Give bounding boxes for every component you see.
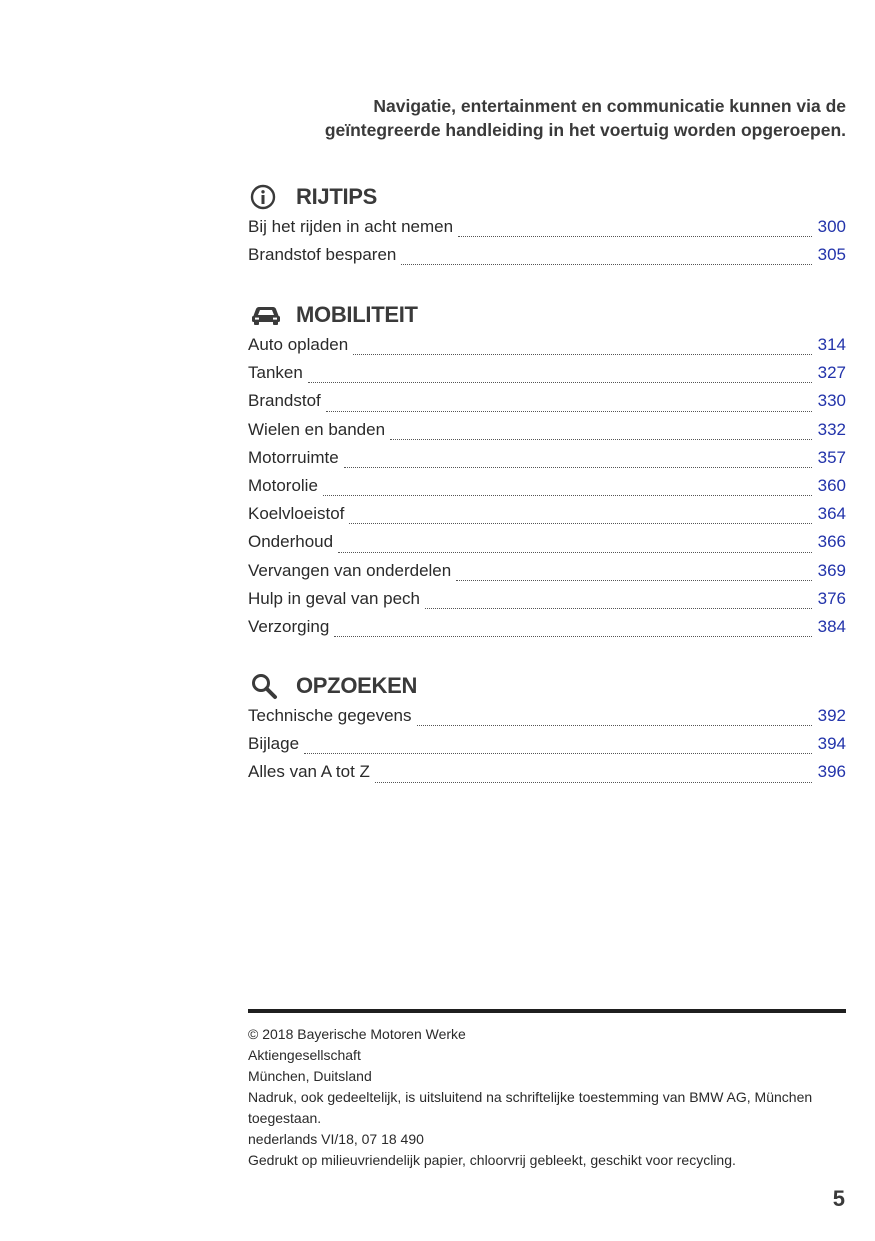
toc-entry-label[interactable]: Bijlage	[248, 734, 300, 754]
toc-entry-label[interactable]: Koelvloeistof	[248, 504, 345, 524]
toc-entry-label[interactable]: Bij het rijden in acht nemen	[248, 217, 454, 236]
intro-line: geïntegreerde handleiding in het voertuig worden opgeroepen.	[324, 120, 846, 140]
toc-list	[248, 217, 846, 273]
toc-entry[interactable]	[248, 363, 846, 391]
dot-leader	[304, 752, 812, 754]
toc-entry-page[interactable]: 357	[817, 447, 846, 467]
intro-text	[248, 94, 846, 142]
toc-entry-label[interactable]: Motorolie	[248, 475, 318, 495]
imprint	[248, 1024, 846, 1171]
imprint-line: © 2018 Bayerische Motoren Werke	[248, 1026, 466, 1042]
dot-leader	[417, 724, 812, 726]
toc-list	[248, 335, 846, 645]
toc-entry-page[interactable]: 364	[817, 504, 846, 524]
toc-entry-page[interactable]: 332	[817, 419, 846, 439]
dot-leader	[326, 410, 812, 412]
section-header	[248, 670, 846, 702]
imprint-line: Gedrukt op milieuvriendelijk papier, chloorvrij gebleekt, geschikt voor recycling.	[248, 1152, 736, 1168]
toc-entry-page[interactable]: 305	[817, 245, 846, 265]
toc-entry-page[interactable]: 330	[817, 391, 846, 411]
toc-list	[248, 706, 846, 791]
toc-entry-label[interactable]: Tanken	[248, 363, 303, 383]
toc-entry-label[interactable]: Onderhoud	[248, 532, 334, 552]
dot-leader	[323, 494, 812, 496]
toc-entry-page[interactable]: 360	[817, 475, 846, 495]
toc-entry[interactable]	[248, 504, 846, 532]
info-icon	[250, 181, 286, 213]
section-rijtips	[248, 181, 846, 273]
dot-leader	[308, 381, 812, 383]
search-icon	[250, 670, 286, 702]
toc-entry-page[interactable]: 327	[817, 363, 846, 383]
toc-entry[interactable]	[248, 589, 846, 617]
imprint-line: nederlands VI/18, 07 18 490	[248, 1131, 424, 1147]
toc-entry-label[interactable]: Vervangen van onderdelen	[248, 560, 452, 580]
dot-leader	[390, 438, 812, 440]
dot-leader	[349, 522, 811, 524]
section-mobiliteit	[248, 299, 846, 645]
toc-entry-page[interactable]: 369	[817, 560, 846, 580]
toc-entry[interactable]	[248, 762, 846, 790]
section-header	[248, 299, 846, 331]
toc-entry-page[interactable]: 300	[817, 217, 846, 236]
toc-entry[interactable]	[248, 532, 846, 560]
section-header	[248, 181, 846, 213]
toc-entry-label[interactable]: Technische gegevens	[248, 706, 412, 725]
car-icon	[250, 299, 286, 331]
toc-entry-page[interactable]: 384	[817, 616, 846, 636]
imprint-line: Nadruk, ook gedeeltelijk, is uitsluitend na schriftelijke toestemming van BMW AG, München	[248, 1089, 813, 1105]
toc-entry-page[interactable]: 366	[817, 532, 846, 552]
section-title: OPZOEKEN	[296, 673, 418, 698]
toc-entry-page[interactable]: 394	[817, 734, 846, 754]
toc-entry[interactable]	[248, 448, 846, 476]
toc-entry[interactable]	[248, 335, 846, 363]
toc-entry[interactable]	[248, 476, 846, 504]
toc-entry-page[interactable]: 396	[817, 762, 846, 782]
toc-entry-label[interactable]: Auto opladen	[248, 335, 349, 354]
dot-leader	[375, 781, 812, 783]
toc-entry[interactable]	[248, 245, 846, 273]
dot-leader	[401, 263, 811, 265]
dot-leader	[344, 466, 812, 468]
toc-entry-page[interactable]: 314	[817, 335, 846, 354]
imprint-line: Aktiengesellschaft	[248, 1047, 361, 1063]
page-number: 5	[832, 1186, 845, 1211]
toc-entry[interactable]	[248, 420, 846, 448]
toc-entry[interactable]	[248, 217, 846, 245]
toc-entry-page[interactable]: 392	[817, 706, 846, 725]
section-title: MOBILITEIT	[296, 302, 418, 327]
toc-entry-label[interactable]: Alles van A tot Z	[248, 762, 370, 782]
imprint-line: München, Duitsland	[248, 1068, 372, 1084]
dot-leader	[338, 551, 812, 553]
toc-entry-label[interactable]: Brandstof besparen	[248, 245, 397, 265]
toc-entry-label[interactable]: Wielen en banden	[248, 419, 386, 439]
imprint-line: toegestaan.	[248, 1110, 322, 1126]
toc-entry-label[interactable]: Brandstof	[248, 391, 321, 411]
toc-entry-label[interactable]: Motorruimte	[248, 447, 339, 467]
section-title: RIJTIPS	[296, 184, 378, 209]
section-opzoeken	[248, 670, 846, 791]
dot-leader	[458, 235, 812, 237]
divider-rule	[248, 1009, 846, 1013]
dot-leader	[456, 579, 811, 581]
toc-entry[interactable]	[248, 391, 846, 419]
dot-leader	[334, 635, 811, 637]
intro-line: Navigatie, entertainment en communicatie kunnen via de	[373, 96, 846, 116]
toc-entry[interactable]	[248, 706, 846, 734]
toc-entry[interactable]	[248, 561, 846, 589]
toc-entry[interactable]	[248, 617, 846, 645]
dot-leader	[353, 353, 811, 355]
toc-entry[interactable]	[248, 734, 846, 762]
toc-entry-label[interactable]: Verzorging	[248, 616, 330, 636]
dot-leader	[425, 607, 812, 609]
toc-entry-label[interactable]: Hulp in geval van pech	[248, 588, 421, 608]
toc-entry-page[interactable]: 376	[817, 588, 846, 608]
